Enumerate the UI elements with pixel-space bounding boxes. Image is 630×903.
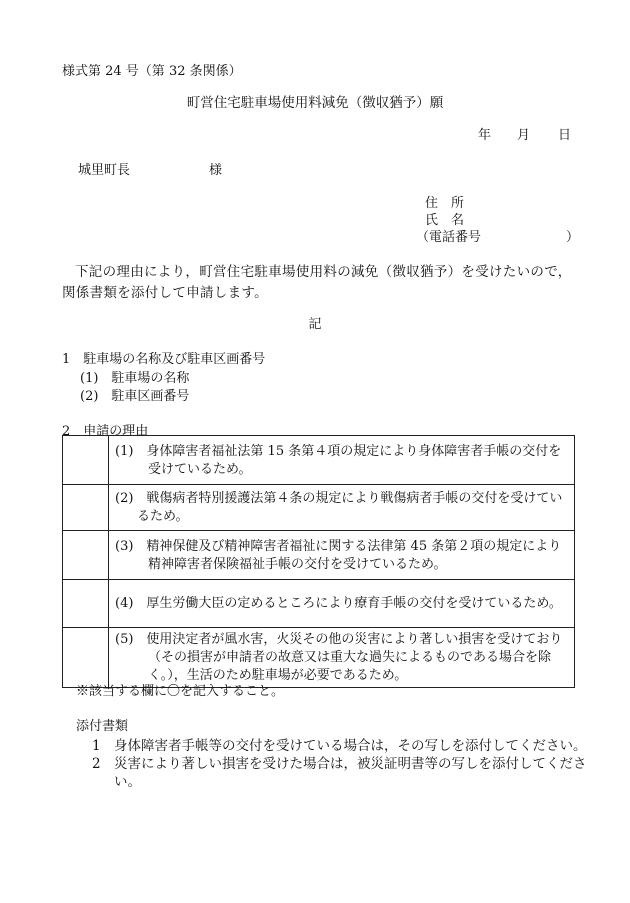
reason-text: (4) 厚生労働大臣の定めるところにより療育手帳の交付を受けているため。 <box>115 596 562 611</box>
table-row <box>63 628 575 688</box>
section1-heading: 1 駐車場の名称及び駐車区画番号 <box>62 352 266 367</box>
date-month: 月 <box>517 128 531 143</box>
reason-text: (5) 使用決定者が風水害，火災その他の災害により著しい損害を受けており（その損害が申請者の故意又は重大な過失によるものである場合を除く。），生活のため駐車場が必要であるため。 <box>115 632 563 683</box>
reason-text: (3) 精神保健及び精神障害者福祉に関する法律第 45 条第２項の規定により精神障害者保険福祉手帳の交付を受けているため。 <box>115 538 562 572</box>
table-note: ※該当する欄に〇を記入すること。 <box>76 684 285 699</box>
attachments-heading: 添付書類 <box>76 719 129 734</box>
check-cell[interactable] <box>63 436 109 485</box>
addressee-honorific: 様 <box>209 163 223 178</box>
attachment-number: 2 <box>92 756 101 772</box>
attachment-text: 災害により著しい損害を受けた場合は，被災証明書等の写しを添付してください。 <box>114 756 587 790</box>
intro-paragraph: 下記の理由により，町営住宅駐車場使用料の減免（徴収猶予）を受けたいので，関係書類を添付して申請します。 <box>62 264 572 301</box>
check-cell[interactable] <box>63 485 109 531</box>
table-row <box>63 436 575 485</box>
check-cell[interactable] <box>63 628 109 688</box>
attachment-number: 1 <box>92 738 101 754</box>
ki-heading: 記 <box>308 317 322 332</box>
reason-text: (2) 戦傷病者特別援護法第４条の規定により戦傷病者手帳の交付を受けているため。 <box>115 491 563 524</box>
date-day: 日 <box>558 128 572 143</box>
table-row <box>63 485 575 531</box>
name-label: 氏 名 <box>425 213 465 228</box>
section2-heading: 2 申請の理由 <box>62 424 149 439</box>
section1-item: (1) 駐車場の名称 <box>80 371 190 386</box>
check-cell[interactable] <box>63 531 109 580</box>
attachment-item <box>92 755 592 791</box>
document-title: 町営住宅駐車場使用料減免（徴収猶予）願 <box>186 95 444 111</box>
phone-close-paren: ） <box>566 230 580 245</box>
attachment-text: 身体障害者手帳等の交付を受けている場合は，その写しを添付してください。 <box>114 738 587 754</box>
date-year: 年 <box>478 128 492 143</box>
section1-item: (2) 駐車区画番号 <box>80 389 190 404</box>
table-row <box>63 531 575 580</box>
check-cell[interactable] <box>63 580 109 628</box>
addressee-name: 城里町長 <box>78 163 131 178</box>
attachment-item <box>92 737 592 755</box>
phone-label: （電話番号 <box>416 230 482 245</box>
reasons-table <box>62 435 575 688</box>
address-label: 住 所 <box>425 196 465 211</box>
reason-text: (1) 身体障害者福祉法第 15 条第４項の規定により身体障害者手帳の交付を受けているため。 <box>115 443 562 477</box>
form-header: 様式第 24 号（第 32 条関係） <box>62 64 242 79</box>
table-row <box>63 580 575 628</box>
